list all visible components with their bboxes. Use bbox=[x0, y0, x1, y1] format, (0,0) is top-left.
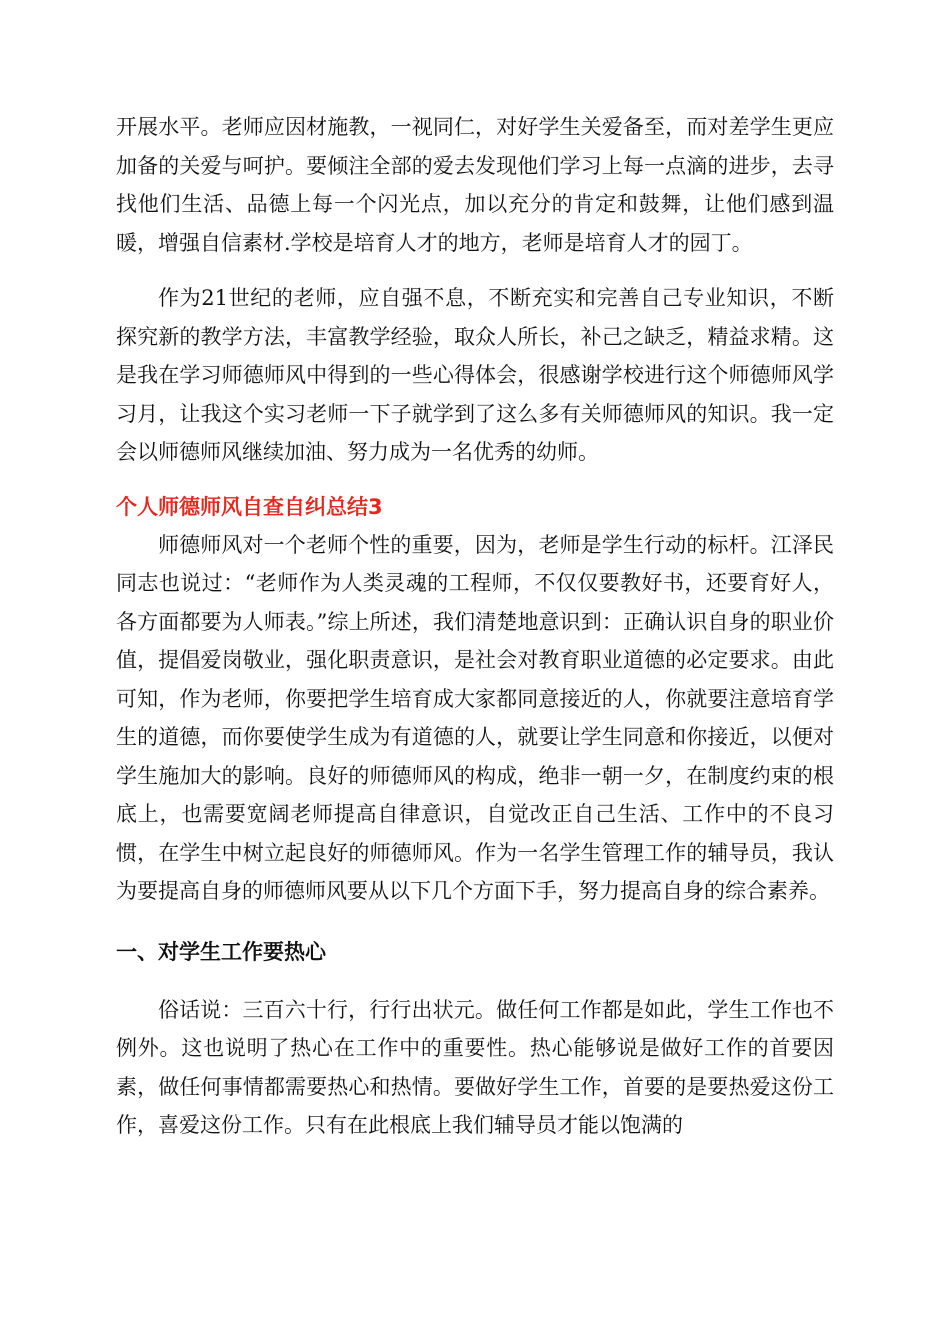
section-heading: 个人师德师风自查自纠总结3 bbox=[116, 494, 383, 519]
paragraph-enthusiasm: 俗话说：三百六十行，行行出状元。做任何工作都是如此，学生工作也不例外。这也说明了热心在工作中的重要性。热心能够说是做好工作的首要因素，做任何事情都需要热心和热情。要做好学生工作，首要的是要热爱这份工作，喜爱这份工作。只有在此根底上我们辅导员才能以饱满的 bbox=[116, 997, 834, 1137]
paragraph-21st-century-teacher: 作为21世纪的老师，应自强不息，不断充实和完善自己专业知识，不断探究新的教学方法，丰富教学经验，取众人所长，补己之缺乏，精益求精。这是我在学习师德师风中得到的一些心得体会，很感谢学校进行这个师德师风学习月，让我这个实习老师一下子就学到了这么多有关师德师风的知识。我一定会以师德师风继续加油、努力成为一名优秀的幼师。 bbox=[116, 286, 834, 464]
document-body bbox=[116, 108, 834, 1145]
paragraph-continued: 开展水平。老师应因材施教，一视同仁，对好学生关爱备至，而对差学生更应加备的关爱与呵护。要倾注全部的爱去发现他们学习上每一点滴的进步，去寻找他们生活、品德上每一个闪光点，加以充分的肯定和鼓舞，让他们感到温暖，增强自信素材.学校是培育人才的地方，老师是培育人才的园丁。 bbox=[116, 115, 834, 255]
subheading-enthusiasm: 一、对学生工作要热心 bbox=[116, 939, 326, 964]
paragraph-teacher-ethics: 师德师风对一个老师个性的重要，因为，老师是学生行动的标杆。江泽民同志也说过：“老师作为人类灵魂的工程师，不仅仅要教好书，还要育好人，各方面都要为人师表。”综上所述，我们清楚地意识到：正确认识自身的职业价值，提倡爱岗敬业，强化职责意识，是社会对教育职业道德的必定要求。由此可知，作为老师，你要把学生培育成大家都同意接近的人，你就要注意培育学生的道德，而你要使学生成为有道德的人，就要让学生同意和你接近，以便对学生施加大的影响。良好的师德师风的构成，绝非一朝一夕，在制度约束的根底上，也需要宽阔老师提高自律意识，自觉改正自己生活、工作中的不良习惯，在学生中树立起良好的师德师风。作为一名学生管理工作的辅导员，我认为要提高自身的师德师风要从以下几个方面下手，努力提高自身的综合素养。 bbox=[116, 532, 834, 903]
